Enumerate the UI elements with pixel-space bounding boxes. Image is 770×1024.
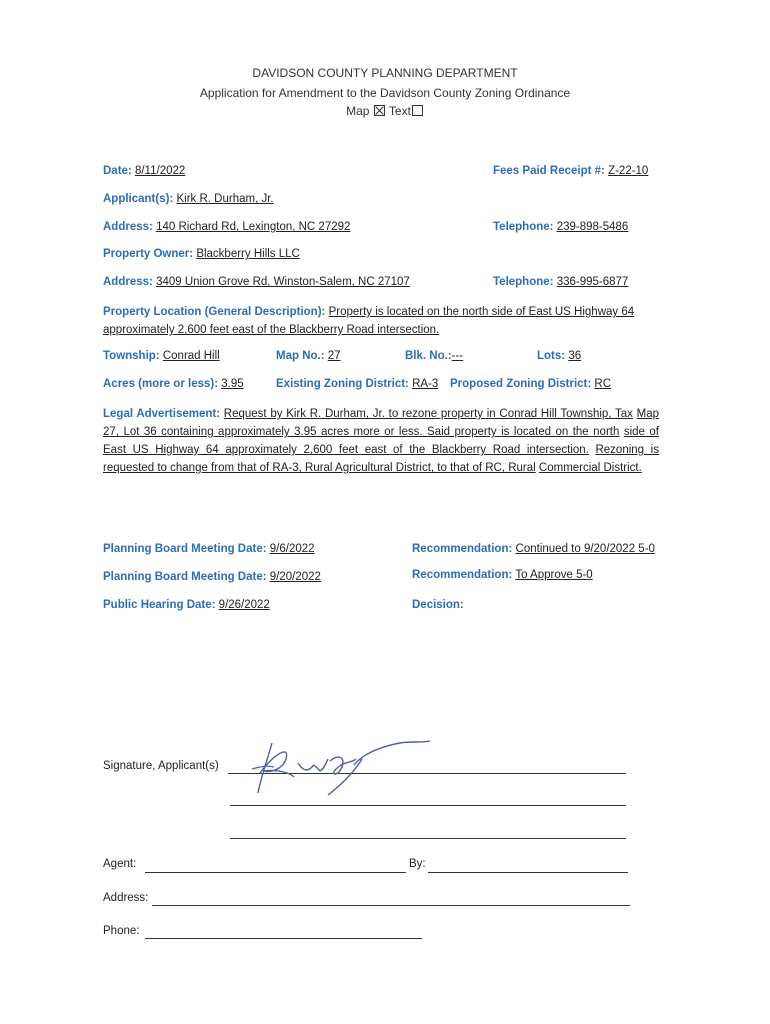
township-label: Township: [103, 350, 160, 362]
phone-line[interactable] [145, 938, 422, 939]
existing-zoning-field [276, 378, 438, 390]
legal-line: Commercial District. [538, 462, 642, 474]
owner-address-field [103, 276, 410, 288]
location-line: Property is located on the north side of East US Highway 64 [328, 306, 635, 318]
acres-field [103, 378, 244, 390]
proposed-zoning-label: Proposed Zoning District: [450, 378, 592, 390]
blk-no-label: Blk. No.: [405, 350, 452, 362]
planning-board-meeting-1 [103, 543, 315, 555]
by-line[interactable] [428, 872, 628, 873]
text-checkbox[interactable] [412, 105, 423, 116]
by-label: By: [409, 858, 426, 870]
map-no-value: 27 [327, 350, 341, 362]
public-hearing-label: Public Hearing Date: [103, 599, 216, 611]
handwritten-signature [250, 733, 440, 801]
telephone-label: Telephone: [493, 276, 554, 288]
planning-board-meeting-2 [103, 571, 321, 583]
signature-line-3 [230, 838, 626, 839]
date-label: Date: [103, 165, 132, 177]
agent-line[interactable] [145, 872, 406, 873]
legal-label: Legal Advertisement: [103, 408, 221, 420]
applicant-address-field [103, 221, 350, 233]
acres-label: Acres (more or less): [103, 378, 219, 390]
owner-value: Blackberry Hills LLC [196, 248, 300, 260]
public-hearing [103, 599, 270, 611]
legal-line: Map 27, Lot 36 containing approximately 3.95 acres more or less. Said property is located on the north [103, 408, 660, 438]
proposed-zoning-field [450, 378, 611, 390]
pb-meeting-date: 9/20/2022 [269, 571, 321, 583]
location-label: Property Location (General Description): [103, 306, 326, 318]
fees-value: Z-22-10 [608, 165, 649, 177]
address-value: 140 Richard Rd, Lexington, NC 27292 [156, 221, 351, 233]
blk-no-value: --- [451, 350, 464, 362]
phone-label: Phone: [103, 925, 140, 937]
proposed-zoning-value: RC [594, 378, 612, 390]
applicant-field [103, 193, 274, 205]
recommendation-value: To Approve 5-0 [515, 569, 593, 581]
map-no-label: Map No.: [276, 350, 325, 362]
date-value: 8/11/2022 [134, 165, 186, 177]
signature-line-2 [230, 805, 626, 806]
form-subtitle: Application for Amendment to the Davidson County Zoning Ordinance [199, 86, 571, 100]
recommendation-2 [412, 569, 593, 581]
recommendation-1 [412, 543, 655, 555]
existing-zoning-value: RA-3 [412, 378, 439, 390]
legal-line: Request by Kirk R. Durham, Jr. to rezone property in Conrad Hill Township, Tax [223, 408, 633, 420]
agent-label: Agent: [103, 858, 137, 870]
location-line: approximately 2,600 feet east of the Blackberry Road intersection. [103, 324, 440, 336]
date-field [103, 165, 185, 177]
applicant-label: Applicant(s): [103, 193, 174, 205]
address-value: 3409 Union Grove Rd, Winston-Salem, NC 27107 [156, 276, 410, 288]
acres-value: 3.95 [221, 378, 244, 390]
decision-field [412, 599, 464, 611]
fees-field [493, 165, 648, 177]
property-location [103, 303, 659, 339]
telephone-value: 239-898-5486 [556, 221, 629, 233]
owner-telephone-field [493, 276, 628, 288]
lots-field [537, 350, 581, 362]
legal-line: Rezoning is requested to change from that of RA-3, Rural Agricultural District, to that of RC, Rural [103, 444, 659, 474]
applicant-value: Kirk R. Durham, Jr. [176, 193, 274, 205]
address-label: Address: [103, 221, 153, 233]
signature-label: Signature, Applicant(s) [103, 760, 219, 772]
recommendation-label: Recommendation: [412, 569, 513, 581]
telephone-value: 336-995-6877 [556, 276, 629, 288]
pb-meeting-label: Planning Board Meeting Date: [103, 571, 267, 583]
township-field [103, 350, 220, 362]
map-label: Map [346, 104, 370, 118]
recommendation-value: Continued to 9/20/2022 5-0 [515, 543, 655, 555]
pb-meeting-label: Planning Board Meeting Date: [103, 543, 267, 555]
telephone-label: Telephone: [493, 221, 554, 233]
legal-advertisement [103, 405, 659, 477]
township-value: Conrad Hill [162, 350, 220, 362]
applicant-telephone-field [493, 221, 628, 233]
lots-value: 36 [568, 350, 582, 362]
pb-meeting-date: 9/6/2022 [269, 543, 315, 555]
owner-field [103, 248, 300, 260]
legal-line: side of East US Highway 64 approximately 2,600 feet east of the Blackberry Road intersection. [103, 426, 659, 456]
recommendation-label: Recommendation: [412, 543, 513, 555]
blk-no-field [405, 350, 463, 362]
agent-address-label: Address: [103, 892, 149, 904]
lots-label: Lots: [537, 350, 566, 362]
existing-zoning-label: Existing Zoning District: [276, 378, 409, 390]
map-checkbox[interactable] [374, 105, 385, 116]
public-hearing-date: 9/26/2022 [218, 599, 270, 611]
agent-address-line[interactable] [152, 905, 630, 906]
address-label: Address: [103, 276, 153, 288]
fees-label: Fees Paid Receipt #: [493, 165, 605, 177]
map-no-field [276, 350, 341, 362]
amendment-type [0, 104, 770, 118]
department-title: DAVIDSON COUNTY PLANNING DEPARTMENT [252, 66, 518, 80]
decision-label: Decision: [412, 599, 464, 611]
text-label: Text [388, 104, 411, 118]
owner-label: Property Owner: [103, 248, 194, 260]
